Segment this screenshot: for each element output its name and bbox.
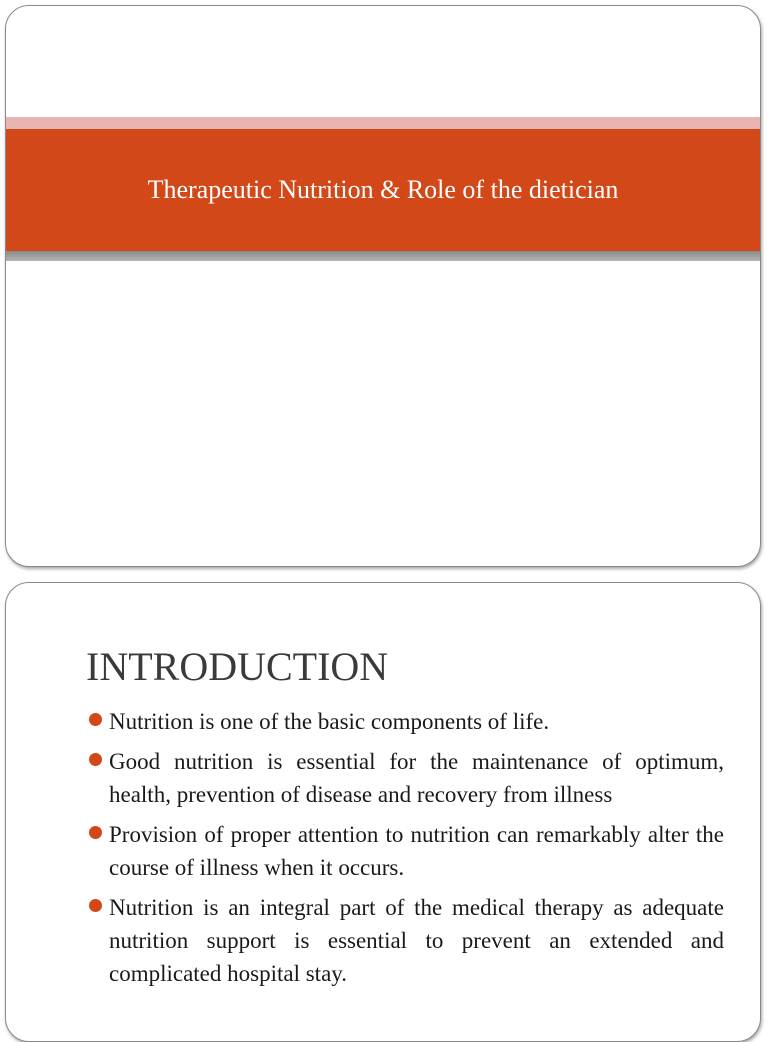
list-item	[88, 891, 724, 990]
introduction-slide	[5, 582, 761, 1042]
title-slide-shadow-band	[6, 251, 760, 261]
introduction-heading: INTRODUCTION	[86, 644, 389, 689]
bullet-text: Provision of proper attention to nutrition can remarkably alter the course of illness when it occurs.	[109, 822, 724, 880]
list-item	[88, 818, 724, 884]
list-item	[88, 745, 724, 811]
bullet-icon	[89, 899, 102, 912]
bullet-icon	[89, 753, 102, 766]
bullet-text: Nutrition is an integral part of the medical therapy as adequate nutrition support is essential to prevent an extended and complicated hospital stay.	[109, 895, 724, 986]
bullet-icon	[89, 826, 102, 839]
bullet-icon	[89, 713, 102, 726]
title-slide	[5, 5, 761, 567]
bullet-list	[88, 705, 724, 997]
bullet-text: Nutrition is one of the basic components of life.	[109, 709, 550, 734]
slide-title: Therapeutic Nutrition & Role of the dietician	[147, 175, 619, 204]
title-slide-banner	[6, 129, 760, 251]
list-item	[88, 705, 724, 738]
bullet-text: Good nutrition is essential for the maintenance of optimum, health, prevention of disease and recovery from illness	[109, 749, 724, 807]
